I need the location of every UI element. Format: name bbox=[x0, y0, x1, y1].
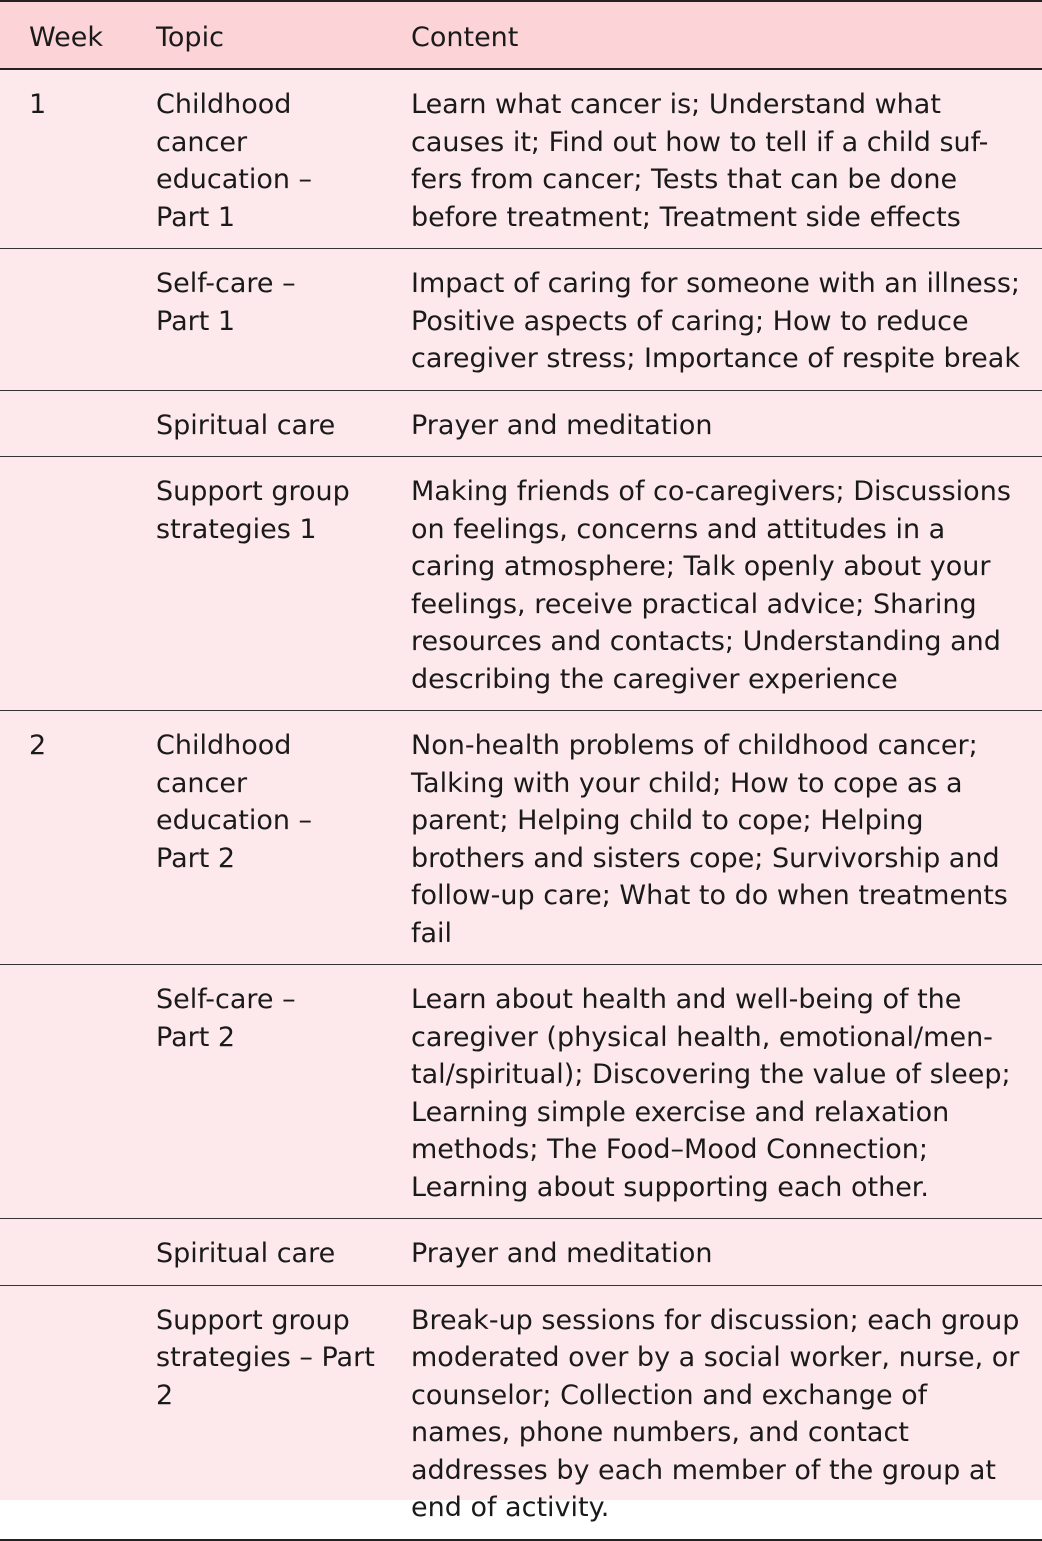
cell-week bbox=[0, 457, 128, 711]
table-row bbox=[0, 457, 1042, 711]
table-body bbox=[0, 69, 1042, 1540]
cell-week bbox=[0, 249, 128, 391]
header-week: Week bbox=[0, 1, 128, 69]
cell-topic: Spiritual care bbox=[128, 390, 383, 457]
cell-content: Break-up sessions for discussion; each group moderated over by a social worker, nurse, or counselor; Collection and exchange of names, phone numbers, and contact addresses by each member of the group at end of activity. bbox=[383, 1285, 1042, 1540]
cell-topic: Support group strategies – Part 2 bbox=[128, 1285, 383, 1540]
table-header bbox=[0, 1, 1042, 69]
cell-content: Prayer and meditation bbox=[383, 390, 1042, 457]
cell-content: Learn what cancer is; Understand what causes it; Find out how to tell if a child suf-fers from cancer; Tests that can be done before treatment; Treatment side effects bbox=[383, 69, 1042, 249]
cell-topic: Spiritual care bbox=[128, 1219, 383, 1286]
table-row bbox=[0, 965, 1042, 1219]
cell-topic: Support group strategies 1 bbox=[128, 457, 383, 711]
cell-topic: Self-care – Part 2 bbox=[128, 965, 383, 1219]
table-row bbox=[0, 390, 1042, 457]
table-row bbox=[0, 249, 1042, 391]
cell-topic: Childhood cancer education – Part 2 bbox=[128, 711, 383, 965]
cell-week bbox=[0, 965, 128, 1219]
table-row bbox=[0, 1219, 1042, 1286]
cell-week: 2 bbox=[0, 711, 128, 965]
cell-week bbox=[0, 390, 128, 457]
cell-content: Making friends of co-caregivers; Discussions on feelings, concerns and attitudes in a caring atmosphere; Talk openly about your feelings, receive practical advice; Sharing resources and contacts; Understanding and describing the caregiver experience bbox=[383, 457, 1042, 711]
table-row bbox=[0, 711, 1042, 965]
cell-topic: Childhood cancer education – Part 1 bbox=[128, 69, 383, 249]
cell-topic: Self-care – Part 1 bbox=[128, 249, 383, 391]
header-row bbox=[0, 1, 1042, 69]
cell-week bbox=[0, 1219, 128, 1286]
cell-content: Prayer and meditation bbox=[383, 1219, 1042, 1286]
header-content: Content bbox=[383, 1, 1042, 69]
cell-content: Impact of caring for someone with an illness; Positive aspects of caring; How to reduce caregiver stress; Importance of respite break bbox=[383, 249, 1042, 391]
header-topic: Topic bbox=[128, 1, 383, 69]
cell-content: Learn about health and well-being of the caregiver (physical health, emotional/men-tal/spiritual); Discovering the value of sleep; Learning simple exercise and relaxation methods; The Food–Mood Connection; Learning about supporting each other. bbox=[383, 965, 1042, 1219]
cell-week bbox=[0, 1285, 128, 1540]
table-row bbox=[0, 69, 1042, 249]
cell-content: Non-health problems of childhood cancer; Talking with your child; How to cope as a parent; Helping child to cope; Helping brothers and sisters cope; Survivorship and follow-up care; What to do when treatments fail bbox=[383, 711, 1042, 965]
table-row bbox=[0, 1285, 1042, 1540]
cell-week: 1 bbox=[0, 69, 128, 249]
